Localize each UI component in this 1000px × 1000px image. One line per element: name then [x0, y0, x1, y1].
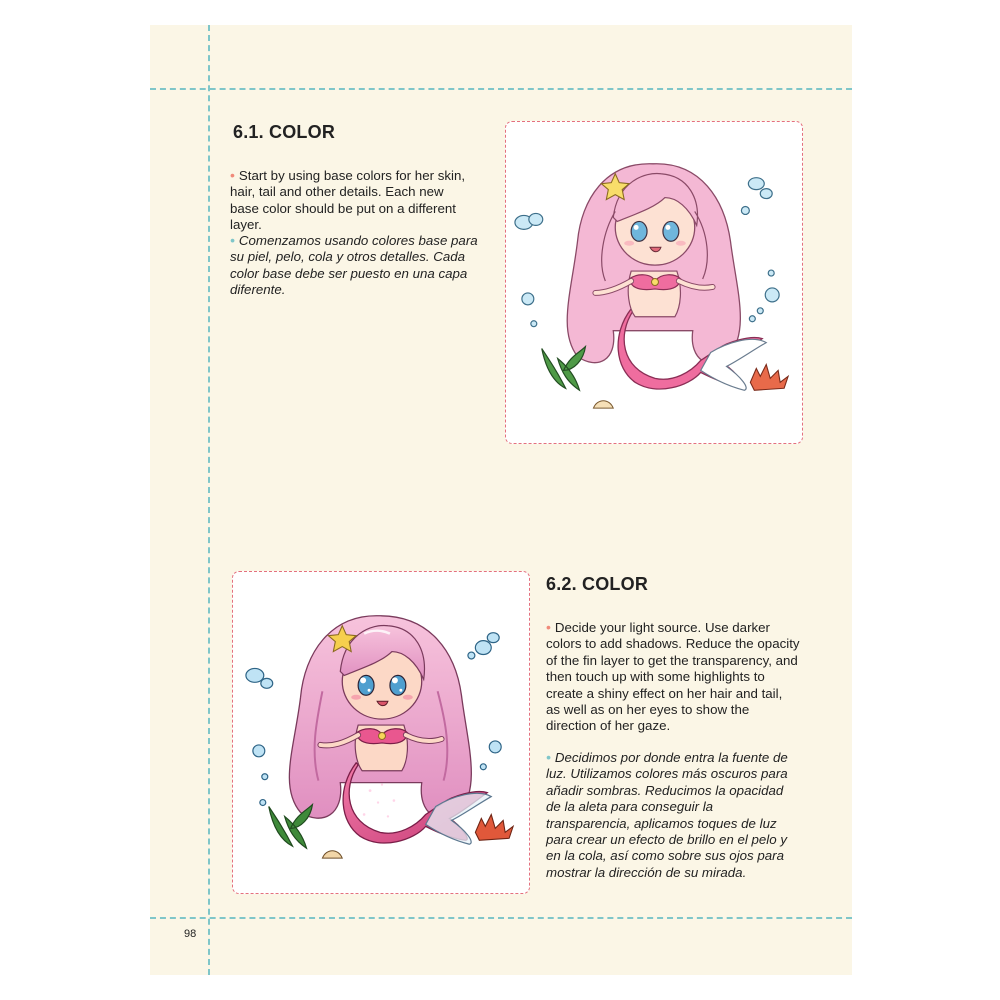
mermaid-base-colors-illustration: [506, 122, 802, 443]
section2-text-es-content: Decidimos por donde entra la fuente de luz. Utilizamos colores más oscuros para añadir sombras. Reducimos la opacidad de la aleta para conseguir la transparencia, aplicamos toques de luz para crear un efecto de brillo en el pelo y en la cola, así como sobre sus ojos para mostrar la dirección de su mirada.: [546, 750, 788, 880]
bullet-icon: •: [230, 232, 235, 248]
section2-text-en-content: Decide your light source. Use darker colors to add shadows. Reduce the opacity of the fin layer to get the transparency, and then touch up with some highlights to create a shiny effect on her hair and tail, as well as on her eyes to show the direction of her gaze.: [546, 620, 800, 734]
guide-line-left: [208, 25, 210, 975]
section1-text-en-content: Start by using base colors for her skin, hair, tail and other details. Each new base color should be put on a different layer.: [230, 168, 466, 233]
illustration-shaded: [232, 571, 530, 894]
bullet-icon: •: [230, 167, 235, 183]
illustration-base-colors: [505, 121, 803, 444]
section2-text-es: [546, 749, 800, 881]
section1-text-en: [230, 167, 475, 234]
section1-title: 6.1. COLOR: [233, 122, 336, 142]
section1-text-es-content: Comenzamos usando colores base para su piel, pelo, cola y otros detalles. Cada color base debe ser puesto en una capa diferente.: [230, 233, 478, 298]
section2-text-en: [546, 619, 800, 735]
section1-text-es: [230, 232, 480, 299]
bullet-icon: •: [546, 619, 551, 635]
guide-line-top: [150, 88, 852, 90]
bullet-icon: •: [546, 749, 551, 765]
section2-title: 6.2. COLOR: [546, 574, 649, 594]
guide-line-bottom: [150, 917, 852, 919]
mermaid-shaded-illustration: [233, 572, 529, 893]
page-number: 98: [184, 928, 197, 940]
